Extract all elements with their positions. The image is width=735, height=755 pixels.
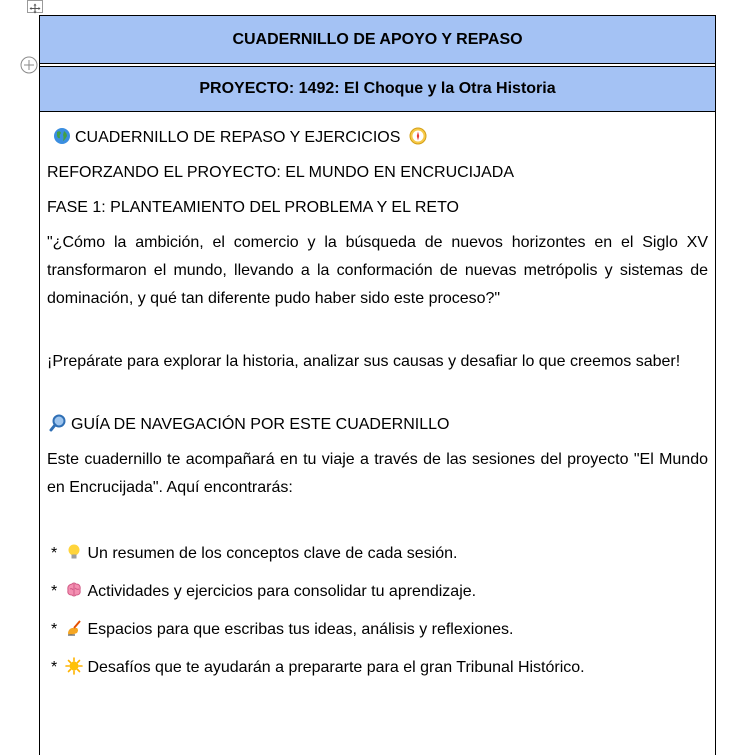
list-item: * Actividades y ejercicios para consolidar tu aprendizaje. <box>51 583 477 600</box>
guide-heading-text: GUÍA DE NAVEGACIÓN POR ESTE CUADERNILLO <box>71 416 450 433</box>
phase-title: FASE 1: PLANTEAMIENTO DEL PROBLEMA Y EL RETO <box>47 199 459 216</box>
header-project-row <box>40 67 715 112</box>
list-item-text: Desafíos que te ayudarán a prepararte para el gran Tribunal Histórico. <box>87 659 585 676</box>
writing-hand-icon <box>65 619 83 637</box>
heading-text: CUADERNILLO DE REPASO Y EJERCICIOS <box>75 129 401 146</box>
list-item-text: Un resumen de los conceptos clave de cada sesión. <box>87 545 458 562</box>
sun-icon <box>65 657 83 675</box>
globe-icon <box>53 127 71 145</box>
add-row-icon[interactable] <box>19 55 39 75</box>
brain-icon <box>65 581 83 599</box>
section-heading <box>47 124 708 152</box>
list-item-text: Actividades y ejercicios para consolidar tu aprendizaje. <box>87 583 477 600</box>
list-item: * Desafíos que te ayudarán a prepararte para el gran Tribunal Histórico. <box>51 659 585 676</box>
header-title-row <box>40 16 715 64</box>
list-item: * Un resumen de los conceptos clave de cada sesión. <box>51 545 458 562</box>
move-arrows-icon <box>28 3 42 14</box>
list-item: * Espacios para que escribas tus ideas, análisis y reflexiones. <box>51 621 514 638</box>
project-title: PROYECTO: 1492: El Choque y la Otra Historia <box>199 80 556 97</box>
header-title: CUADERNILLO DE APOYO Y REPASO <box>232 30 523 48</box>
compass-icon <box>409 127 427 145</box>
list-item-text: Espacios para que escribas tus ideas, análisis y reflexiones. <box>87 621 514 638</box>
magnifier-icon <box>49 414 67 432</box>
subtitle: REFORZANDO EL PROYECTO: EL MUNDO EN ENCRUCIJADA <box>47 164 515 181</box>
guide-intro: Este cuadernillo te acompañará en tu viaje a través de las sesiones del proyecto "El Mundo en Encrucijada". Aquí encontrarás: <box>47 451 708 496</box>
guide-heading <box>47 411 708 439</box>
lightbulb-icon <box>65 543 83 561</box>
content-cell[interactable] <box>40 112 715 682</box>
document-table <box>39 15 716 755</box>
driving-question: "¿Cómo la ambición, el comercio y la búsqueda de nuevos horizontes en el Siglo XV transformaron el mundo, llevando a la conformación de nuevas metrópolis y sistemas de dominación, y qué tan diferente pudo haber sido este proceso?" <box>47 234 708 307</box>
table-move-handle[interactable] <box>27 0 43 13</box>
call-to-action: ¡Prepárate para explorar la historia, analizar sus causas y desafiar lo que creemos saber! <box>47 353 681 370</box>
